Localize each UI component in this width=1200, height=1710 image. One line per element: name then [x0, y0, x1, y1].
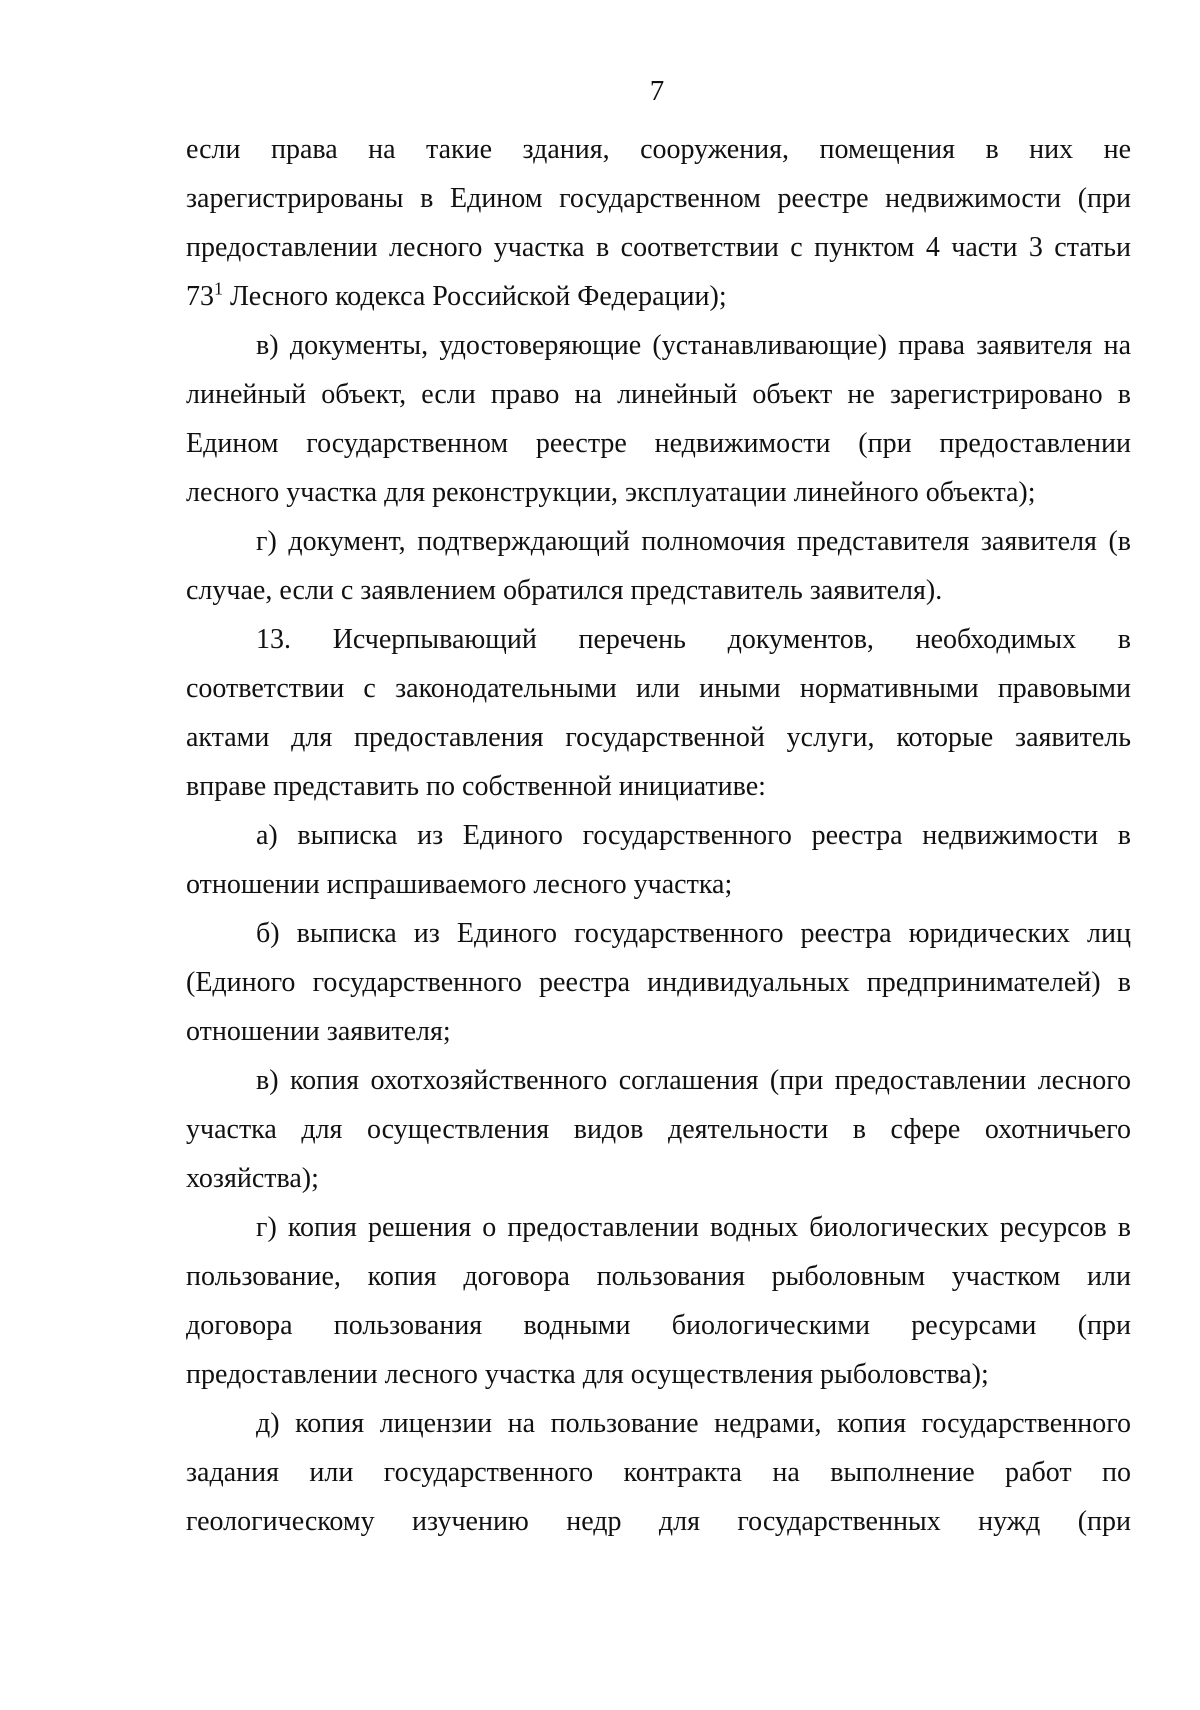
text-line: участка для осуществления видов деятельности в сфере охотничьего	[186, 1114, 1131, 1145]
superscript-index: 1	[214, 278, 223, 299]
document-body	[186, 125, 1131, 1546]
text-line: зарегистрированы в Едином государственном реестре недвижимости (при	[186, 183, 1131, 214]
text-line: предоставлении лесного участка для осуществления рыболовства);	[186, 1359, 989, 1390]
text-line: д) копия лицензии на пользование недрами, копия государственного	[256, 1408, 1131, 1439]
text-line: вправе представить по собственной инициативе:	[186, 771, 766, 802]
text-line: договора пользования водными биологическими ресурсами (при	[186, 1310, 1131, 1341]
page-number: 7	[649, 75, 665, 107]
text-line: хозяйства);	[186, 1163, 319, 1194]
text-line: 13. Исчерпывающий перечень документов, необходимых в	[256, 624, 1131, 655]
text-line: отношении испрашиваемого лесного участка;	[186, 869, 733, 900]
text-line: задания или государственного контракта на выполнение работ по	[186, 1457, 1131, 1488]
text-line: лесного участка для реконструкции, эксплуатации линейного объекта);	[186, 477, 1036, 508]
text-line: в) копия охотхозяйственного соглашения (при предоставлении лесного	[256, 1065, 1131, 1096]
text-fragment: Лесного кодекса Российской Федерации);	[223, 281, 727, 312]
text-line: актами для предоставления государственной услуги, которые заявитель	[186, 722, 1131, 753]
text-line: Едином государственном реестре недвижимости (при предоставлении	[186, 428, 1131, 459]
text-line: (Единого государственного реестра индивидуальных предпринимателей) в	[186, 967, 1131, 998]
text-line: если права на такие здания, сооружения, помещения в них не	[186, 134, 1131, 165]
text-line: в) документы, удостоверяющие (устанавливающие) права заявителя на	[256, 330, 1131, 361]
text-line: пользование, копия договора пользования рыболовным участком или	[186, 1261, 1131, 1292]
text-line	[186, 272, 1131, 321]
text-line: линейный объект, если право на линейный объект не зарегистрировано в	[186, 379, 1131, 410]
article-number: 73	[186, 281, 214, 312]
text-line: а) выписка из Единого государственного реестра недвижимости в	[256, 820, 1131, 851]
text-line: предоставлении лесного участка в соответствии с пунктом 4 части 3 статьи	[186, 232, 1131, 263]
text-line: соответствии с законодательными или иными нормативными правовыми	[186, 673, 1131, 704]
text-line: г) документ, подтверждающий полномочия представителя заявителя (в	[256, 526, 1131, 557]
text-line: г) копия решения о предоставлении водных биологических ресурсов в	[256, 1212, 1131, 1243]
text-line: б) выписка из Единого государственного реестра юридических лиц	[256, 918, 1131, 949]
text-line: отношении заявителя;	[186, 1016, 451, 1047]
text-line: случае, если с заявлением обратился представитель заявителя).	[186, 575, 943, 606]
text-line: геологическому изучению недр для государственных нужд (при	[186, 1506, 1131, 1537]
